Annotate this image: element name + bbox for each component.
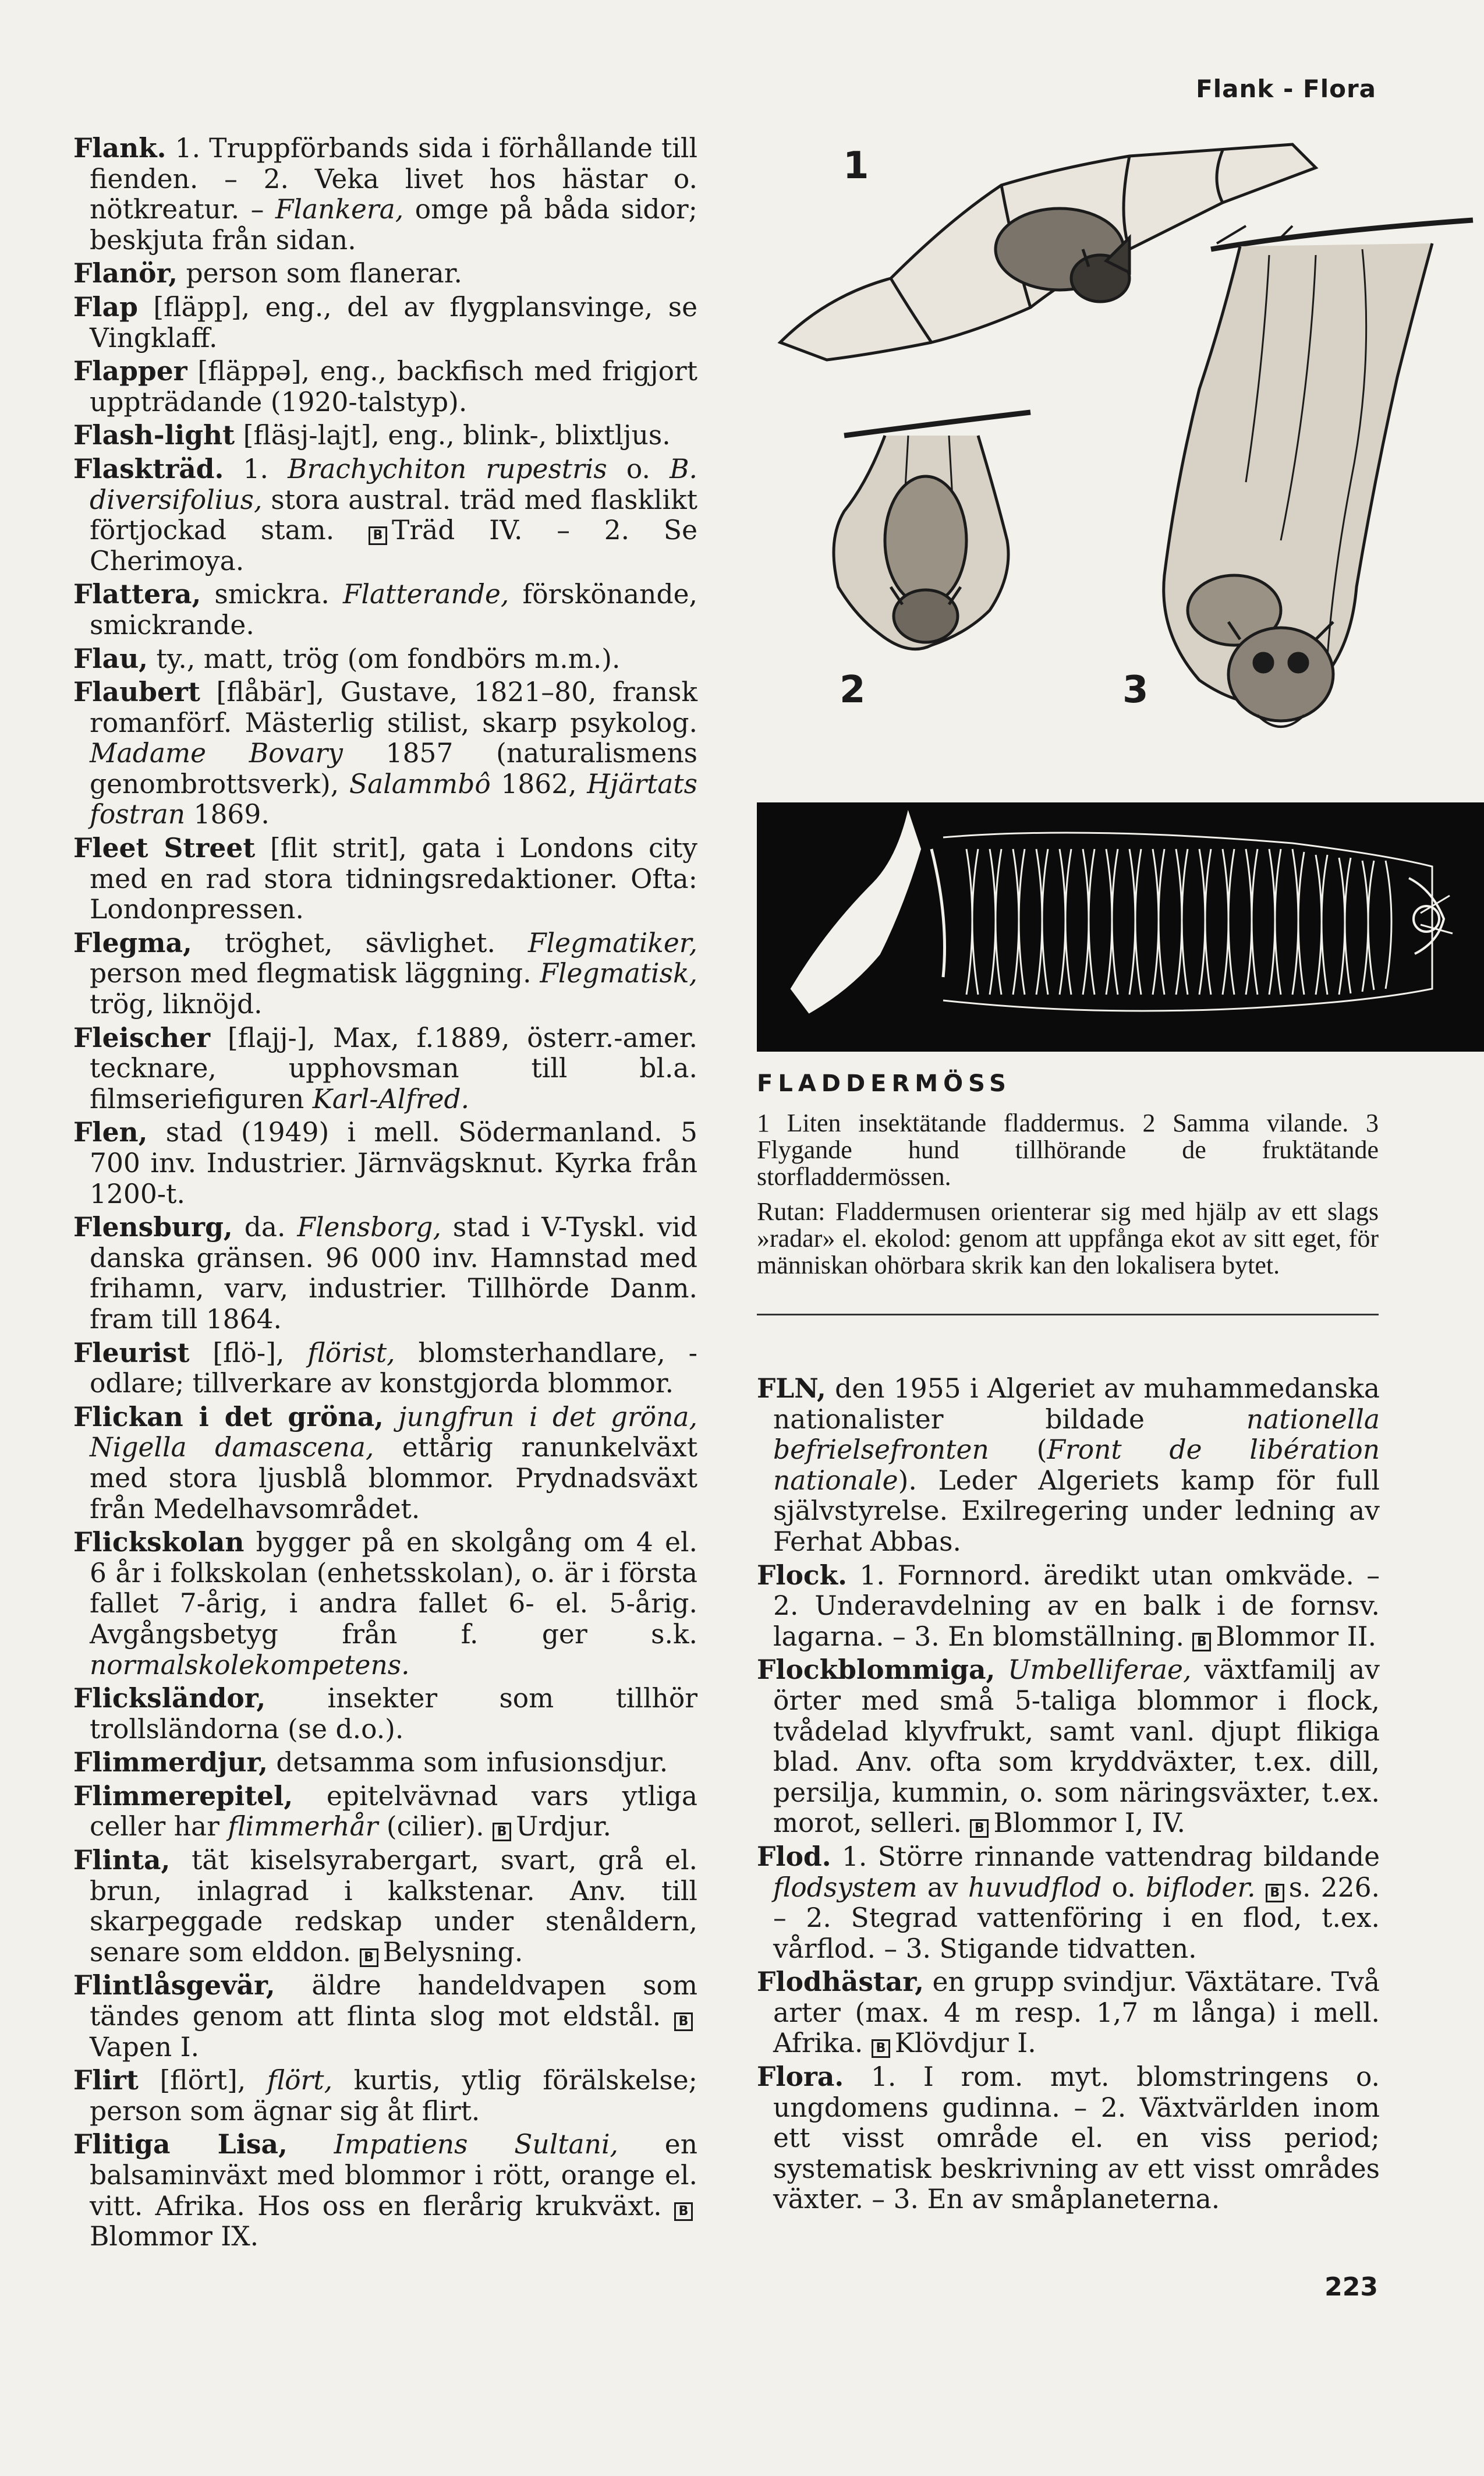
entry-text: tät kiselsyrabergart, svart, grå el. brun, inlagrad i kalkstenar. Anv. till skarpeggade redskap under stenåldern, senare som elddon. bbox=[90, 1845, 697, 1968]
figure-label-3: 3 bbox=[1122, 668, 1149, 712]
entry-text: Blommor II. bbox=[1216, 1621, 1377, 1652]
page-number: 223 bbox=[1324, 2272, 1378, 2302]
dictionary-entry bbox=[73, 1338, 697, 1399]
entry-text bbox=[1256, 1872, 1266, 1903]
see-illustration-icon: B bbox=[369, 526, 387, 545]
entry-headword: Flintlåsgevär, bbox=[73, 1969, 275, 2001]
see-illustration-icon: B bbox=[674, 2202, 693, 2221]
entry-text: ). Leder Algeriets kamp för full självstyrelse. Exilregering under ledning av Ferhat Abbas. bbox=[773, 1465, 1380, 1557]
dictionary-entry bbox=[73, 292, 697, 353]
entry-headword: Flattera, bbox=[73, 578, 201, 610]
entry-text: stad (1949) i mell. Södermanland. 5 700 inv. Industrier. Järnvägsknut. Kyrka från 1200-t. bbox=[90, 1117, 697, 1209]
entry-text: ( bbox=[989, 1434, 1047, 1466]
dictionary-entry bbox=[73, 1402, 697, 1524]
entry-text-italic: bifloder. bbox=[1145, 1872, 1256, 1903]
entry-headword: Fleurist bbox=[73, 1336, 190, 1368]
entry-text: stad i V-Tyskl. vid danska gränsen. 96 000 inv. Hamnstad med frihamn, varv, industrier. Tillhörde Danm. fram till 1864. bbox=[90, 1212, 697, 1335]
entry-text: 1. I rom. myt. blomstringens o. ungdomens gudinna. – 2. Växtvärlden inom ett visst område el. en viss period; systematisk beskrivning av ett visst områdes växter. – 3. En av småplaneterna. bbox=[773, 2061, 1380, 2215]
caption-text-1: 1 Liten insektätande fladdermus. 2 Samma vilande. 3 Flygande hund tillhörande de fruktätande storfladdermössen. bbox=[757, 1109, 1379, 1191]
dictionary-entry bbox=[73, 2065, 697, 2127]
dictionary-entry bbox=[73, 133, 697, 256]
dictionary-entry bbox=[73, 677, 697, 830]
entry-text: stora austral. träd med flasklikt förtjockad stam. bbox=[90, 484, 697, 546]
dictionary-entry bbox=[73, 356, 697, 418]
entry-text-italic: flimmerhår bbox=[228, 1811, 378, 1842]
dictionary-entry bbox=[757, 1966, 1380, 2059]
entry-text: äldre handeldvapen som tändes genom att flinta slog mot eldstål. bbox=[90, 1970, 697, 2032]
caption-title: FLADDERMÖSS bbox=[757, 1070, 1011, 1097]
entry-text: tröghet, sävlighet. bbox=[192, 927, 528, 958]
dictionary-entry bbox=[757, 2061, 1380, 2215]
figure-label-2: 2 bbox=[840, 668, 866, 712]
entry-text-italic: B. diversifolius, bbox=[90, 453, 697, 515]
entry-text bbox=[384, 1402, 399, 1432]
see-illustration-icon: B bbox=[872, 2039, 890, 2058]
entry-text: blomsterhandlare, -odlare; tillverkare av konstgjorda blommor. bbox=[90, 1337, 697, 1399]
entry-text: en balsaminväxt med blommor i rött, orange el. vitt. Afrika. Hos oss en flerårig krukväxt. bbox=[90, 2129, 697, 2222]
entry-text: 1862, bbox=[490, 768, 587, 800]
left-column bbox=[73, 133, 697, 2255]
entry-headword: Flegma, bbox=[73, 926, 192, 958]
entry-text: [fläpp], eng., del av flygplansvinge, se Vingklaff. bbox=[90, 291, 697, 353]
dictionary-entry bbox=[73, 579, 697, 641]
dictionary-entry bbox=[757, 1560, 1380, 1653]
entry-headword: Fleischer bbox=[73, 1021, 211, 1053]
entry-text-italic: flodsystem bbox=[773, 1872, 918, 1903]
entry-headword: Flickan i det gröna, bbox=[73, 1400, 384, 1432]
dictionary-entry bbox=[73, 454, 697, 576]
entry-headword: Flimmerepitel, bbox=[73, 1780, 293, 1812]
entry-text: [fläppə], eng., backfisch med frigjort uppträdande (1920-talstyp). bbox=[90, 356, 697, 418]
see-illustration-icon: B bbox=[970, 1819, 989, 1838]
entry-text: [flåbär], Gustave, 1821–80, fransk romanförf. Mästerlig stilist, skarp psykolog. bbox=[90, 677, 697, 738]
entry-text: [fläsj-lajt], eng., blink-, blixtljus. bbox=[235, 420, 671, 451]
dictionary-entry bbox=[73, 1117, 697, 1209]
entry-headword: Flap bbox=[73, 291, 138, 323]
see-illustration-icon: B bbox=[360, 1948, 378, 1967]
dictionary-entry bbox=[73, 2129, 697, 2252]
entry-headword: Flicksländor, bbox=[73, 1682, 266, 1714]
entry-headword: Flank. bbox=[73, 132, 167, 164]
entry-headword: Flickskolan bbox=[73, 1526, 245, 1558]
entry-text-italic: Flatterande, bbox=[342, 579, 509, 610]
entry-text-italic: Karl-Alfred. bbox=[312, 1083, 470, 1115]
entry-headword: Flau, bbox=[73, 642, 148, 674]
entry-text: [flajj-], Max, f.1889, österr.-amer. tecknare, upphovsman till bl.a. filmseriefiguren bbox=[90, 1022, 697, 1115]
see-illustration-icon: B bbox=[493, 1823, 511, 1841]
entry-headword: Flash-light bbox=[73, 419, 235, 451]
entry-text-italic: nationella befrielsefronten bbox=[773, 1403, 1380, 1466]
entry-text: detsamma som infusionsdjur. bbox=[267, 1747, 668, 1778]
entry-text: Urdjur. bbox=[516, 1811, 611, 1842]
dictionary-entry bbox=[73, 1212, 697, 1335]
entry-headword: Flimmerdjur, bbox=[73, 1746, 268, 1778]
see-illustration-icon: B bbox=[1192, 1633, 1211, 1651]
entry-text: person med flegmatisk läggning. bbox=[90, 958, 540, 989]
dictionary-entry bbox=[757, 1841, 1380, 1964]
dictionary-entry bbox=[73, 1845, 697, 1968]
entry-text: ty., matt, trög (om fondbörs m.m.). bbox=[148, 643, 621, 674]
dictionary-entry bbox=[757, 1373, 1380, 1558]
running-header: Flank - Flora bbox=[1196, 75, 1376, 103]
entry-headword: Flock. bbox=[757, 1559, 848, 1591]
dictionary-entry bbox=[73, 1683, 697, 1745]
entry-text: Blommor IX. bbox=[90, 2221, 259, 2252]
entry-headword: Fleet Street bbox=[73, 832, 256, 864]
entry-headword: Flaskträd. bbox=[73, 452, 224, 484]
entry-headword: FLN, bbox=[757, 1373, 826, 1404]
entry-text: Vapen I. bbox=[90, 2031, 200, 2063]
entry-text bbox=[288, 2129, 334, 2160]
dictionary-entry bbox=[73, 420, 697, 451]
entry-text bbox=[995, 1654, 1008, 1685]
entry-headword: Flirt bbox=[73, 2064, 139, 2096]
entry-text: insekter som tillhör trollsländorna (se d.o.). bbox=[90, 1683, 697, 1745]
dictionary-entry bbox=[73, 258, 697, 289]
entry-text: o. bbox=[607, 453, 670, 484]
radar-illustration bbox=[757, 802, 1484, 1052]
entry-text: 1. Större rinnande vattendrag bildande bbox=[831, 1841, 1380, 1872]
entry-headword: Flapper bbox=[73, 355, 187, 387]
entry-text-italic: Flegmatisk, bbox=[540, 958, 697, 989]
see-illustration-icon: B bbox=[674, 2012, 693, 2031]
entry-text-italic: normalskolekompetens. bbox=[90, 1649, 410, 1681]
see-illustration-icon: B bbox=[1266, 1884, 1284, 1902]
entry-text-italic: Brachychiton rupestris bbox=[288, 453, 607, 484]
entry-text: [flö-], bbox=[189, 1337, 308, 1368]
dictionary-entry bbox=[73, 1970, 697, 2063]
bat-drawing bbox=[757, 133, 1484, 808]
entry-text: bygger på en skolgång om 4 el. 6 år i folkskolan (enhetsskolan), o. är i första fallet 7-årig, i andra fallet 6- el. 5-årig. Avgångsbetyg från f. ger s.k. bbox=[90, 1527, 697, 1650]
entry-text: smickra. bbox=[201, 579, 343, 610]
entry-text: person som flanerar. bbox=[178, 258, 462, 289]
entry-text: av bbox=[917, 1872, 968, 1903]
figure-label-1: 1 bbox=[843, 144, 869, 188]
entry-text: 1. Truppförbands sida i förhållande till fienden. – 2. Veka livet hos hästar o. nötkreatur. – bbox=[90, 133, 697, 225]
bat-illustration bbox=[757, 133, 1484, 808]
entry-text-italic: Impatiens Sultani, bbox=[334, 2129, 618, 2160]
dictionary-entry bbox=[73, 1023, 697, 1115]
caption-text-2: Rutan: Fladdermusen orienterar sig med hjälp av ett slags »radar» el. ekolod: genom att uppfånga ekot av sitt eget, för människan ohörbara skrik kan den lokalisera bytet. bbox=[757, 1197, 1379, 1279]
entry-text: trög, liknöjd. bbox=[90, 989, 263, 1020]
dictionary-entry bbox=[73, 928, 697, 1020]
entry-text-italic: Umbelliferae, bbox=[1008, 1654, 1192, 1686]
entry-text: förskönande, smickrande. bbox=[90, 579, 698, 641]
entry-text: s. 226. – 2. Stegrad vattenföring i en flod, t.ex. vårflod. – 3. Stigande tidvatten. bbox=[773, 1872, 1380, 1964]
entry-text: [flit strit], gata i Londons city med en rad stora tidningsredaktioner. Ofta: Londonpressen. bbox=[90, 833, 697, 925]
entry-headword: Flen, bbox=[73, 1116, 148, 1148]
entry-text-italic: Flegmatiker, bbox=[528, 927, 697, 958]
entry-text: Belysning. bbox=[382, 1936, 523, 1968]
entry-text: ettårig ranunkelväxt med stora ljusblå blommor. Prydnadsväxt från Medelhavsområdet. bbox=[90, 1432, 697, 1524]
entry-text: en grupp svindjur. Växtätare. Två arter (max. 4 m resp. 1,7 m långa) i mell. Afrika. bbox=[773, 1966, 1380, 2059]
entry-text: Blommor I, IV. bbox=[993, 1808, 1185, 1839]
dictionary-entry bbox=[73, 833, 697, 925]
dictionary-entry bbox=[73, 643, 697, 675]
dictionary-entry bbox=[73, 1527, 697, 1681]
entry-text: omge på båda sidor; beskjuta från sidan. bbox=[90, 194, 697, 256]
entry-text-italic: Salammbô bbox=[349, 768, 491, 800]
entry-text: (cilier). bbox=[378, 1811, 493, 1842]
entry-text: 1857 (naturalismens genombrottsverk), bbox=[90, 738, 698, 800]
entry-text: Träd IV. – 2. Se Cherimoya. bbox=[90, 515, 697, 576]
entry-text: växtfamilj av örter med små 5-taliga blommor i flock, tvådelad klyvfrukt, samt vanl. djupt flikiga blad. Anv. ofta som kryddväxter, t.ex. dill, persilja, kummin, o. som näringsväxter, t.ex. morot, selleri. bbox=[773, 1654, 1380, 1839]
entry-text: [flört], bbox=[138, 2065, 267, 2096]
entry-text: kurtis, ytlig förälskelse; person som ägnar sig åt flirt. bbox=[90, 2065, 697, 2127]
entry-text-italic: Flankera, bbox=[275, 194, 404, 225]
entry-text: o. bbox=[1102, 1872, 1146, 1903]
entry-text-italic: jungfrun i det gröna, Nigella damascena, bbox=[90, 1401, 697, 1463]
entry-headword: Flora. bbox=[757, 2061, 844, 2093]
entry-text-italic: Flensborg, bbox=[297, 1212, 441, 1243]
entry-text-italic: flört, bbox=[267, 2065, 333, 2096]
entry-headword: Flitiga Lisa, bbox=[73, 2128, 288, 2160]
entry-text: den 1955 i Algeriet av muhammedanska nationalister bildade bbox=[773, 1373, 1380, 1435]
entry-headword: Flensburg, bbox=[73, 1211, 233, 1243]
entry-text-italic: Hjärtats fostran bbox=[90, 768, 698, 830]
entry-text-italic: Madame Bovary bbox=[90, 738, 343, 769]
entry-headword: Flaubert bbox=[73, 676, 200, 708]
dictionary-entry bbox=[757, 1654, 1380, 1839]
entry-text: 1. bbox=[224, 453, 288, 484]
caption-divider bbox=[757, 1314, 1379, 1315]
entry-text-italic: Front de libération nationale bbox=[773, 1434, 1380, 1496]
entry-headword: Flanör, bbox=[73, 257, 178, 289]
entry-text: 1869. bbox=[185, 799, 270, 830]
entry-headword: Flodhästar, bbox=[757, 1966, 924, 1998]
entry-headword: Flod. bbox=[757, 1840, 831, 1872]
entry-text: 1. Fornnord. äredikt utan omkväde. – 2. Underavdelning av en balk i de fornsv. lagarna. – 3. En blomställning. bbox=[773, 1559, 1380, 1652]
dictionary-entry bbox=[73, 1781, 697, 1842]
entry-text-italic: flörist, bbox=[307, 1337, 395, 1368]
dictionary-entry bbox=[73, 1747, 697, 1778]
entry-text: epitelvävnad vars ytliga celler har bbox=[90, 1780, 697, 1842]
entry-headword: Flockblommiga, bbox=[757, 1654, 996, 1686]
entry-headword: Flinta, bbox=[73, 1844, 171, 1876]
echolocation-drawing bbox=[757, 802, 1484, 1052]
entry-text: da. bbox=[232, 1212, 297, 1243]
entry-text-italic: huvudflod bbox=[968, 1872, 1102, 1903]
right-column bbox=[757, 1373, 1380, 2217]
entry-text: Klövdjur I. bbox=[894, 2028, 1036, 2059]
